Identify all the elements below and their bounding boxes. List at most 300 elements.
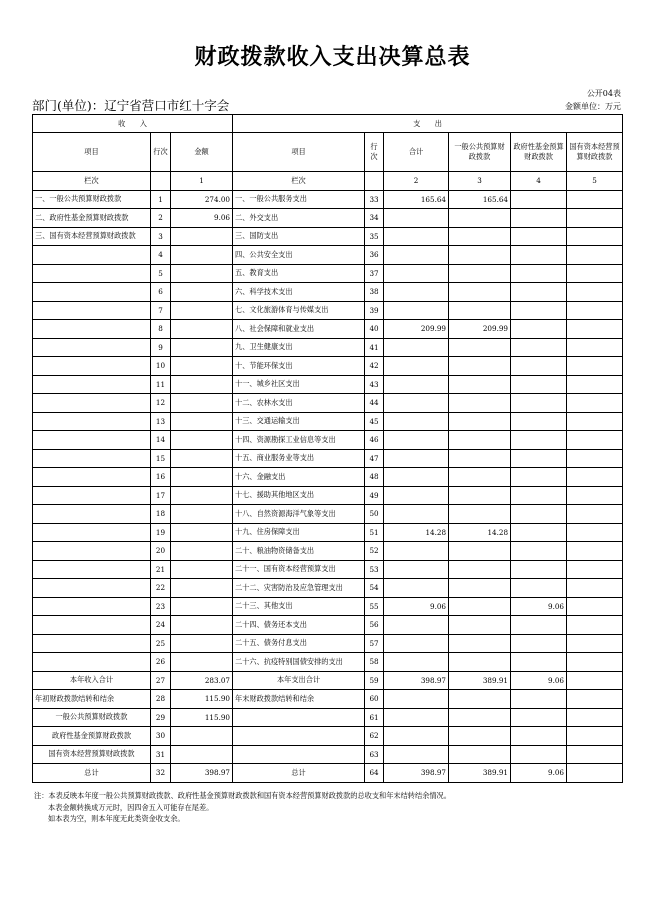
ex-item-cell: 六、科学技术支出 [233,283,365,302]
in-amt-cell [171,560,233,579]
section-header-row [33,115,623,133]
in-item-cell [33,449,151,468]
gen-cell [449,357,511,376]
cap-cell [567,523,623,542]
in-amt-cell [171,246,233,265]
in-item-cell [33,283,151,302]
expense-item-header: 项目 [233,133,365,172]
ex-item-cell: 总计 [233,764,365,783]
in-item-cell [33,246,151,265]
cap-cell [567,634,623,653]
fund-cell [511,542,567,561]
ex-no-cell: 49 [365,486,384,505]
in-amt-cell: 9.06 [171,209,233,228]
table-row [33,708,623,727]
gen-cell [449,560,511,579]
ex-item-cell: 十二、农林水支出 [233,394,365,413]
ex-no-cell: 57 [365,634,384,653]
fund-cell [511,246,567,265]
in-no-cell: 31 [151,745,171,764]
cap-cell [567,690,623,709]
in-no-cell: 16 [151,468,171,487]
cap-cell [567,542,623,561]
total-cell [384,357,449,376]
total-cell [384,227,449,246]
gen-cell: 165.64 [449,190,511,209]
in-amt-cell [171,542,233,561]
budget-table [32,114,623,783]
table-row [33,745,623,764]
in-item-cell [33,375,151,394]
table-row [33,190,623,209]
gen-cell: 389.91 [449,671,511,690]
cell [365,172,384,191]
unit-label: 金额单位：万元 [565,102,621,111]
in-item-cell [33,634,151,653]
total-cell: 14.28 [384,523,449,542]
table-row [33,634,623,653]
in-item-cell: 本年收入合计 [33,671,151,690]
gen-cell [449,283,511,302]
total-cell [384,579,449,598]
table-row [33,653,623,672]
cap-cell [567,357,623,376]
total-cell [384,375,449,394]
fund-cell [511,727,567,746]
table-row [33,246,623,265]
income-header: 收 入 [33,115,233,133]
in-no-cell: 10 [151,357,171,376]
ex-no-cell: 33 [365,190,384,209]
in-amt-cell [171,523,233,542]
fund-cell [511,634,567,653]
in-no-cell: 14 [151,431,171,450]
in-item-cell [33,579,151,598]
table-row [33,764,623,783]
cap-cell [567,597,623,616]
fund-cell [511,301,567,320]
in-amt-cell [171,431,233,450]
total-cell [384,449,449,468]
in-amt-cell: 115.90 [171,690,233,709]
ex-item-cell [233,745,365,764]
cap-cell [567,764,623,783]
in-item-cell [33,597,151,616]
fund-cell: 9.06 [511,671,567,690]
cap-cell [567,338,623,357]
in-amt-cell [171,412,233,431]
table-row [33,338,623,357]
in-item-cell [33,357,151,376]
in-item-cell: 三、国有资本经营预算财政拨款 [33,227,151,246]
ex-item-cell: 三、国防支出 [233,227,365,246]
table-row [33,523,623,542]
in-item-cell: 总计 [33,764,151,783]
in-no-cell: 1 [151,190,171,209]
gen-cell [449,209,511,228]
gen-cell: 389.91 [449,764,511,783]
in-no-cell: 12 [151,394,171,413]
fund-cell [511,449,567,468]
ex-item-cell: 十九、住房保障支出 [233,523,365,542]
ex-no-cell: 37 [365,264,384,283]
table-row [33,301,623,320]
in-item-cell [33,542,151,561]
total-cell [384,246,449,265]
total-cell [384,653,449,672]
gen-cell [449,690,511,709]
table-row [33,616,623,635]
fund-cell [511,394,567,413]
total-cell [384,634,449,653]
ex-item-cell: 十七、援助其他地区支出 [233,486,365,505]
ex-item-cell: 十八、自然资源海洋气象等支出 [233,505,365,524]
in-item-cell: 政府性基金预算财政拨款 [33,727,151,746]
in-no-cell: 26 [151,653,171,672]
in-amt-cell: 398.97 [171,764,233,783]
ex-item-cell: 二十四、债务还本支出 [233,616,365,635]
fund-cell [511,486,567,505]
cap-cell [567,708,623,727]
cap-cell [567,320,623,339]
fund-cell: 9.06 [511,597,567,616]
table-row [33,449,623,468]
ex-no-cell: 46 [365,431,384,450]
total-cell: 398.97 [384,764,449,783]
gov-fund-header: 政府性基金预算财政拨款 [511,133,567,172]
in-item-cell: 一、一般公共预算财政拨款 [33,190,151,209]
in-amt-cell [171,394,233,413]
cap-cell [567,727,623,746]
in-no-cell: 17 [151,486,171,505]
table-row [33,320,623,339]
in-no-cell: 28 [151,690,171,709]
cap-cell [567,745,623,764]
gen-cell [449,301,511,320]
in-no-cell: 30 [151,727,171,746]
cap-cell [567,190,623,209]
table-row [33,283,623,302]
gen-cell [449,616,511,635]
table-row [33,560,623,579]
general-budget-header: 一般公共预算财政拨款 [449,133,511,172]
expense-header: 支 出 [233,115,623,133]
gen-cell [449,412,511,431]
in-amt-cell [171,264,233,283]
table-row [33,486,623,505]
total-cell: 209.99 [384,320,449,339]
form-number: 公开04表 [586,89,621,98]
gen-cell [449,542,511,561]
ex-item-cell: 十五、商业服务业等支出 [233,449,365,468]
total-cell [384,283,449,302]
cap-cell [567,449,623,468]
cap-cell [567,616,623,635]
in-item-cell [33,394,151,413]
col-number: 2 [384,172,449,191]
cap-cell [567,579,623,598]
gen-cell [449,579,511,598]
in-item-cell [33,431,151,450]
in-item-cell [33,320,151,339]
cap-cell [567,394,623,413]
fund-cell [511,616,567,635]
ex-item-cell: 十、节能环保支出 [233,357,365,376]
in-no-cell: 3 [151,227,171,246]
gen-cell [449,375,511,394]
in-amt-cell [171,338,233,357]
cap-cell [567,468,623,487]
gen-cell: 14.28 [449,523,511,542]
gen-cell [449,431,511,450]
ex-no-cell: 48 [365,468,384,487]
ex-item-cell: 二十、粮油物资储备支出 [233,542,365,561]
in-no-cell: 32 [151,764,171,783]
ex-no-cell: 39 [365,301,384,320]
total-cell [384,301,449,320]
table-row [33,671,623,690]
in-no-cell: 6 [151,283,171,302]
note-line: 如本表为空，则本年度无此类资金收支余。 [48,814,185,823]
ex-no-cell: 43 [365,375,384,394]
gen-cell [449,653,511,672]
in-amt-cell [171,320,233,339]
in-amt-cell [171,449,233,468]
fund-cell [511,653,567,672]
ex-item-cell: 二十一、国有资本经营预算支出 [233,560,365,579]
table-row [33,375,623,394]
cap-cell [567,375,623,394]
in-amt-cell [171,634,233,653]
ex-item-cell: 十一、城乡社区支出 [233,375,365,394]
in-no-cell: 2 [151,209,171,228]
in-no-cell: 13 [151,412,171,431]
total-cell [384,708,449,727]
gen-cell [449,745,511,764]
fund-cell [511,690,567,709]
gen-cell [449,505,511,524]
table-row [33,505,623,524]
total-cell: 165.64 [384,190,449,209]
in-no-cell: 11 [151,375,171,394]
ex-no-cell: 62 [365,727,384,746]
in-no-cell: 15 [151,449,171,468]
in-amt-cell [171,579,233,598]
gen-cell [449,727,511,746]
in-amt-cell [171,375,233,394]
ex-item-cell: 二、外交支出 [233,209,365,228]
table-row [33,468,623,487]
in-amt-cell [171,486,233,505]
in-no-cell: 25 [151,634,171,653]
total-cell [384,209,449,228]
in-item-cell [33,505,151,524]
fund-cell [511,412,567,431]
in-amt-cell: 274.00 [171,190,233,209]
cap-cell [567,246,623,265]
total-cell: 9.06 [384,597,449,616]
ex-item-cell: 二十六、抗疫特别国债安排的支出 [233,653,365,672]
fund-cell [511,357,567,376]
in-item-cell [33,486,151,505]
total-cell: 398.97 [384,671,449,690]
income-line-header: 行次 [151,133,171,172]
cap-cell [567,505,623,524]
gen-cell [449,246,511,265]
in-no-cell: 18 [151,505,171,524]
table-row [33,227,623,246]
in-item-cell: 二、政府性基金预算财政拨款 [33,209,151,228]
table-row [33,690,623,709]
in-amt-cell [171,505,233,524]
table-row [33,597,623,616]
col-number: 3 [449,172,511,191]
total-cell [384,542,449,561]
column-header-row [33,133,623,172]
in-no-cell: 29 [151,708,171,727]
ex-no-cell: 45 [365,412,384,431]
ex-item-cell: 九、卫生健康支出 [233,338,365,357]
in-item-cell: 一般公共预算财政拨款 [33,708,151,727]
in-no-cell: 20 [151,542,171,561]
in-no-cell: 22 [151,579,171,598]
fund-cell [511,468,567,487]
income-amount-header: 金额 [171,133,233,172]
cap-cell [567,560,623,579]
gen-cell [449,227,511,246]
fund-cell [511,505,567,524]
col-number: 4 [511,172,567,191]
in-item-cell [33,653,151,672]
department-label: 部门(单位)：辽宁省营口市红十字会 [32,98,230,113]
column-number-row [33,172,623,191]
ex-no-cell: 53 [365,560,384,579]
in-amt-cell [171,357,233,376]
in-amt-cell [171,616,233,635]
ex-no-cell: 50 [365,505,384,524]
ex-no-cell: 52 [365,542,384,561]
fund-cell [511,579,567,598]
gen-cell: 209.99 [449,320,511,339]
ex-item-cell: 本年支出合计 [233,671,365,690]
cap-cell [567,283,623,302]
note-line: 本表金额转换成万元时，因四舍五入可能存在尾差。 [48,802,214,812]
table-row [33,264,623,283]
fund-cell [511,283,567,302]
ex-item-cell: 年末财政拨款结转和结余 [233,690,365,709]
total-cell [384,690,449,709]
fund-cell [511,264,567,283]
ex-no-cell: 38 [365,283,384,302]
table-row [33,431,623,450]
total-cell [384,505,449,524]
ex-no-cell: 63 [365,745,384,764]
fund-cell [511,560,567,579]
in-no-cell: 24 [151,616,171,635]
ex-item-cell: 二十二、灾害防治及应急管理支出 [233,579,365,598]
in-item-cell [33,301,151,320]
table-row [33,209,623,228]
cap-cell [567,301,623,320]
in-amt-cell [171,227,233,246]
total-cell [384,431,449,450]
cap-cell [567,431,623,450]
in-amt-cell [171,745,233,764]
gen-cell [449,468,511,487]
cap-cell [567,264,623,283]
fund-cell [511,523,567,542]
ex-no-cell: 56 [365,616,384,635]
note-line: 注：本表反映本年度一般公共预算财政拨款、政府性基金预算财政拨款和国有资本经营预算财政拨款的总收支和年末结转结余情况。 [34,791,451,800]
ex-item-cell: 二十五、债务付息支出 [233,634,365,653]
in-amt-cell [171,468,233,487]
total-cell [384,486,449,505]
ex-no-cell: 44 [365,394,384,413]
ex-no-cell: 40 [365,320,384,339]
fund-cell [511,190,567,209]
fund-cell [511,375,567,394]
in-item-cell [33,412,151,431]
col-row-label: 栏次 [233,172,365,191]
in-no-cell: 21 [151,560,171,579]
total-cell [384,394,449,413]
in-amt-cell [171,597,233,616]
in-no-cell: 23 [151,597,171,616]
in-amt-cell [171,301,233,320]
ex-no-cell: 35 [365,227,384,246]
table-row [33,579,623,598]
in-item-cell: 年初财政拨款结转和结余 [33,690,151,709]
fund-cell [511,209,567,228]
ex-no-cell: 61 [365,708,384,727]
in-no-cell: 7 [151,301,171,320]
fund-cell [511,338,567,357]
cell [151,172,171,191]
ex-item-cell: 二十三、其他支出 [233,597,365,616]
gen-cell [449,486,511,505]
ex-item-cell: 十四、资源勘探工业信息等支出 [233,431,365,450]
cap-cell [567,412,623,431]
col-number: 5 [567,172,623,191]
ex-item-cell: 八、社会保障和就业支出 [233,320,365,339]
total-cell [384,468,449,487]
ex-no-cell: 36 [365,246,384,265]
total-cell [384,560,449,579]
in-item-cell [33,264,151,283]
in-amt-cell [171,283,233,302]
table-row [33,412,623,431]
fund-cell: 9.06 [511,764,567,783]
ex-item-cell [233,727,365,746]
ex-no-cell: 42 [365,357,384,376]
ex-no-cell: 55 [365,597,384,616]
total-cell [384,616,449,635]
fund-cell [511,708,567,727]
ex-item-cell: 五、教育支出 [233,264,365,283]
ex-no-cell: 34 [365,209,384,228]
in-no-cell: 19 [151,523,171,542]
in-no-cell: 4 [151,246,171,265]
ex-no-cell: 54 [365,579,384,598]
table-row [33,542,623,561]
in-item-cell [33,616,151,635]
fund-cell [511,227,567,246]
gen-cell [449,264,511,283]
in-item-cell [33,523,151,542]
income-item-header: 项目 [33,133,151,172]
col-number: 1 [171,172,233,191]
table-row [33,357,623,376]
